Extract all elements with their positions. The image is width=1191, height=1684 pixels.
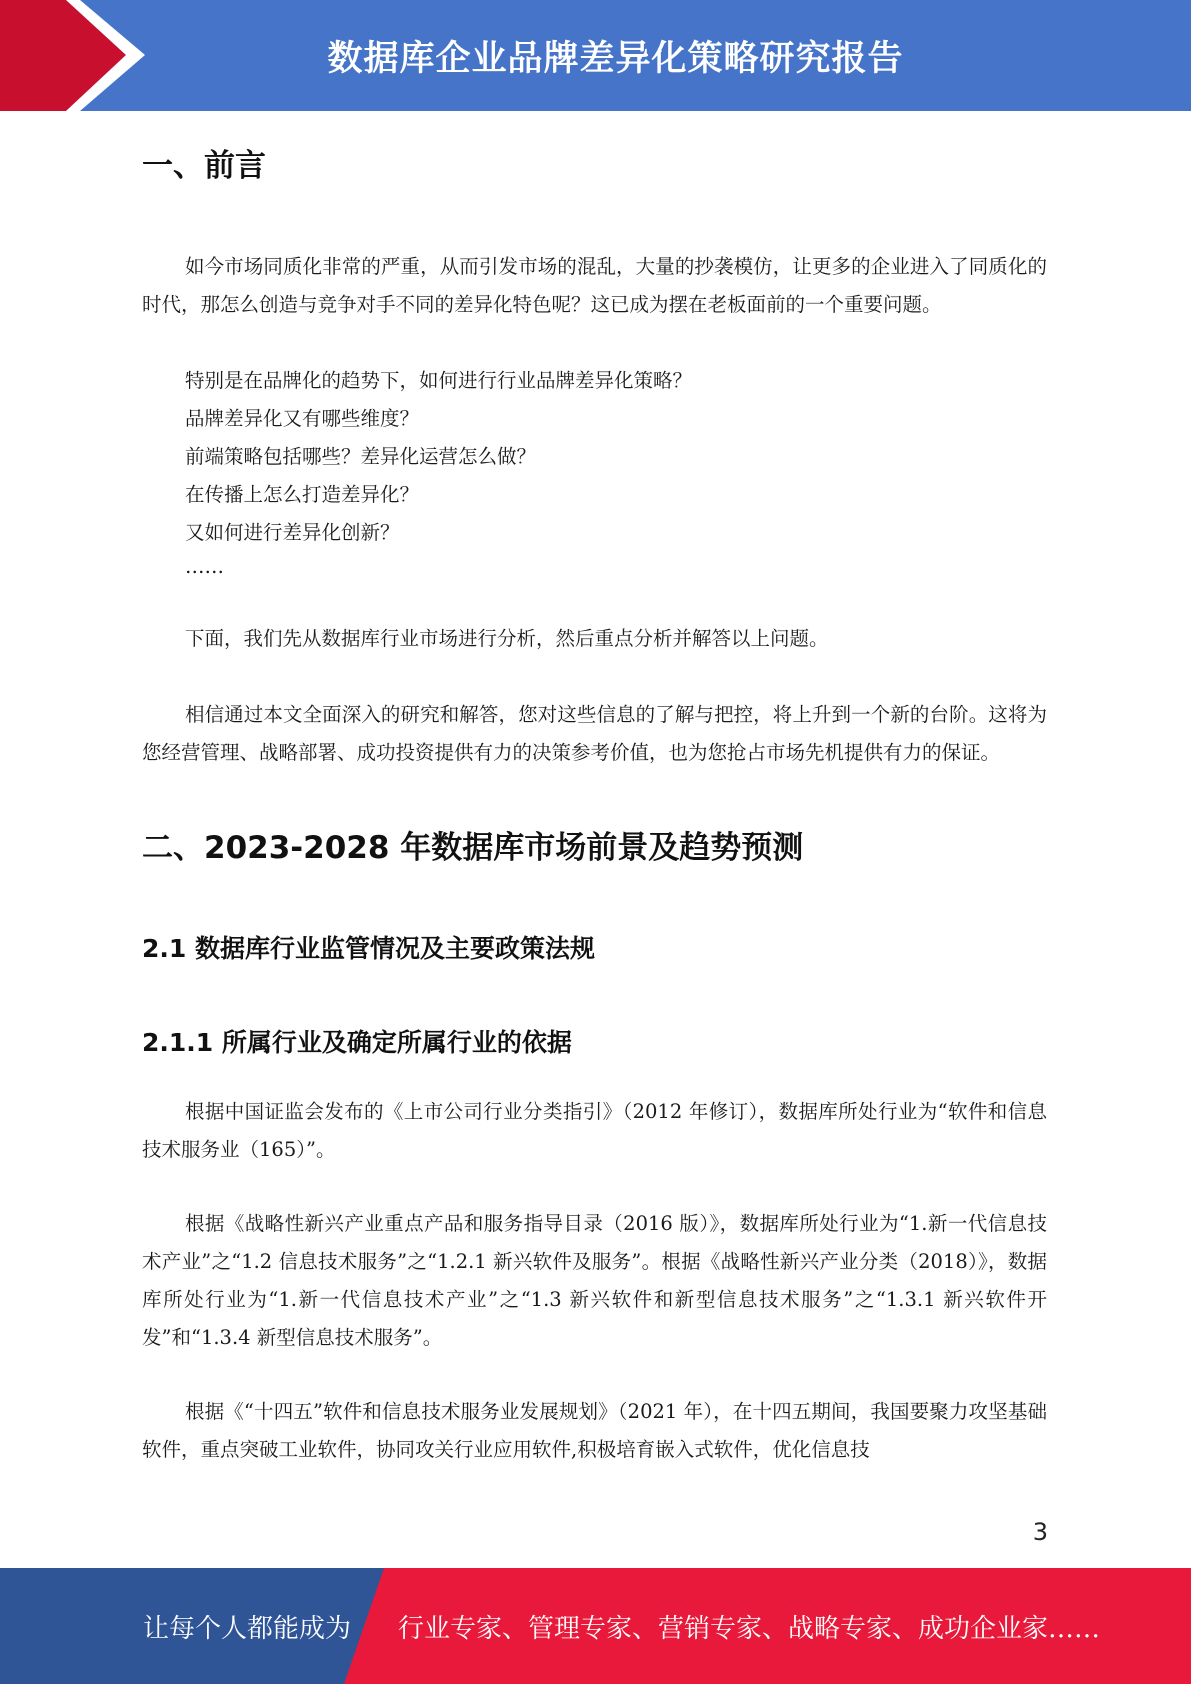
- industry-paragraph-1: 根据中国证监会发布的《上市公司行业分类指引》（2012 年修订），数据库所处行业为“软件和信息技术服务业（165）”。: [142, 1100, 1047, 1161]
- subsection-heading-industry: 2.1.1 所属行业及确定所属行业的依据: [142, 1028, 572, 1057]
- section-heading-forecast: 二、2023-2028 年数据库市场前景及趋势预测: [142, 830, 804, 866]
- header-banner: [0, 0, 1191, 111]
- chevron-decoration-icon: [0, 0, 160, 111]
- list-item: 特别是在品牌化的趋势下，如何进行行业品牌差异化策略？: [185, 369, 693, 392]
- list-item: 在传播上怎么打造差异化？: [185, 483, 420, 506]
- footer-banner: [0, 1568, 1191, 1684]
- preface-paragraph-2: 下面，我们先从数据库行业市场进行分析，然后重点分析并解答以上问题。: [185, 627, 829, 650]
- question-list: [142, 362, 1047, 582]
- industry-paragraph-3: 根据《“十四五”软件和信息技术服务业发展规划》（2021 年），在十四五期间，我国要聚力攻坚基础软件，重点突破工业软件，协同攻关行业应用软件,积极培育嵌入式软件，优化信息技: [142, 1400, 1047, 1461]
- preface-paragraph-1: 如今市场同质化非常的严重，从而引发市场的混乱，大量的抄袭模仿，让更多的企业进入了同质化的时代，那怎么创造与竞争对手不同的差异化特色呢？这已成为摆在老板面前的一个重要问题。: [142, 255, 1047, 316]
- list-item: 品牌差异化又有哪些维度？: [185, 407, 420, 430]
- industry-paragraph-2: 根据《战略性新兴产业重点产品和服务指导目录（2016 版）》，数据库所处行业为“1.新一代信息技术产业”之“1.2 信息技术服务”之“1.2.1 新兴软件及服务”。根据《战略性新兴产业分类（2018）》，数据库所处行业为“1.新一代信息技术产业”之“1.3 新兴软件和新型信息技术服务”之“1.3.1 新兴软件开发”和“1.3.4 新型信息技术服务”。: [142, 1212, 1047, 1349]
- preface-paragraph-3: 相信通过本文全面深入的研究和解答，您对这些信息的了解与把控，将上升到一个新的台阶。这将为您经营管理、战略部署、成功投资提供有力的决策参考价值，也为您抢占市场先机提供有力的保证。: [142, 703, 1047, 764]
- document-body: [142, 130, 1047, 1469]
- section-heading-preface: 一、前言: [142, 148, 266, 184]
- subsection-heading-regulation: 2.1 数据库行业监管情况及主要政策法规: [142, 934, 595, 963]
- footer-slogan-left: 让每个人都能成为: [143, 1613, 352, 1644]
- list-item: ……: [185, 555, 224, 578]
- footer-slogan-right: 行业专家、管理专家、营销专家、战略专家、成功企业家……: [398, 1613, 1101, 1644]
- report-title: 数据库企业品牌差异化策略研究报告: [327, 38, 904, 79]
- list-item: 又如何进行差异化创新？: [185, 521, 400, 544]
- list-item: 前端策略包括哪些？差异化运营怎么做？: [185, 445, 537, 468]
- page-number: 3: [1032, 1518, 1048, 1546]
